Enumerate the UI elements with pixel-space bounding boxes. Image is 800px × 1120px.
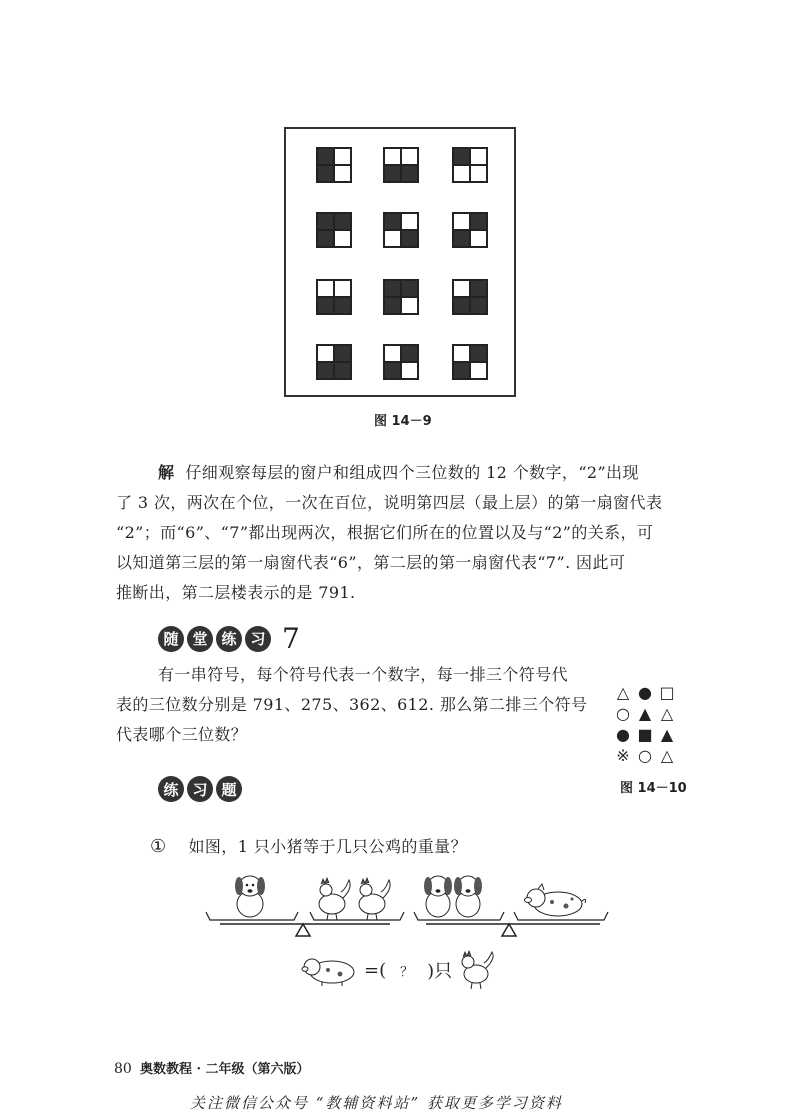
heading-badge: 堂 (187, 626, 213, 652)
heading-badge: 题 (216, 776, 242, 802)
window-pane (453, 280, 470, 297)
practice-number: 7 (282, 622, 300, 655)
symbol: ※ (616, 746, 630, 765)
window-pane (401, 230, 418, 247)
window-pane (384, 280, 401, 297)
symbol: △ (660, 704, 674, 723)
practice-line-1: 有一串符号，每个符号代表一个数字，每一排三个符号代 (158, 665, 569, 684)
window-pane (384, 213, 401, 230)
symbol: ● (638, 683, 652, 702)
window-pane (470, 362, 487, 379)
window-pattern (452, 344, 488, 380)
solution-line-3: “2”；而“6”、“7”都出现两次，根据它们所在的位置以及与“2”的关系，可 (116, 523, 654, 542)
figure-14-9-caption: 图 14－9 (374, 414, 432, 429)
window-pattern (316, 344, 352, 380)
symbol: ▲ (638, 704, 652, 723)
window-pane (453, 165, 470, 182)
window-pane (317, 230, 334, 247)
right-balance-scale (414, 876, 608, 936)
solution-label: 解 (158, 463, 175, 482)
solution-line-5: 推断出，第二层楼表示的是 791. (116, 583, 356, 602)
page-number: 80 (114, 1061, 132, 1077)
window-pattern (316, 147, 352, 183)
heading-badge: 练 (216, 626, 242, 652)
left-balance-scale (206, 876, 404, 936)
window-pane (453, 148, 470, 165)
exercises-heading (158, 776, 242, 802)
window-pane (384, 345, 401, 362)
question-text: 如图，1 只小猪等于几只公鸡的重量？ (188, 837, 467, 856)
window-pane (317, 165, 334, 182)
window-pane (334, 297, 351, 314)
symbol: ● (616, 725, 630, 744)
equation-close: )只 (427, 961, 453, 982)
solution-line-4: 以知道第三层的第一扇窗代表“6”，第二层的第一扇窗代表“7”. 因此可 (116, 553, 626, 572)
window-pattern (383, 147, 419, 183)
rooster-icon (359, 878, 390, 920)
heading-badge: 习 (187, 776, 213, 802)
window-pane (401, 280, 418, 297)
balance-scales-illustration (200, 868, 620, 944)
window-pane (401, 362, 418, 379)
window-pane (384, 362, 401, 379)
page-footer (114, 1058, 310, 1077)
solution-line-1: 解 仔细观察每层的窗户和组成四个三位数的 12 个数字，“2”出现 (158, 463, 639, 482)
window-pane (401, 345, 418, 362)
window-pattern (316, 212, 352, 248)
question-1 (150, 832, 730, 862)
figure-14-10-caption: 图 14－10 (620, 781, 687, 796)
dog-icon (454, 876, 482, 917)
dog-icon (235, 876, 265, 917)
window-pane (334, 165, 351, 182)
window-pane (317, 280, 334, 297)
pig-icon (298, 952, 360, 988)
window-pattern (383, 344, 419, 380)
window-pane (453, 345, 470, 362)
window-pane (401, 213, 418, 230)
window-pane (401, 297, 418, 314)
window-pane (334, 345, 351, 362)
window-pane (334, 213, 351, 230)
window-pane (401, 165, 418, 182)
symbol: □ (659, 683, 675, 702)
window-pattern (452, 147, 488, 183)
window-pane (384, 148, 401, 165)
window-pane (401, 148, 418, 165)
window-pane (384, 165, 401, 182)
rooster-icon (456, 950, 496, 990)
window-pane (334, 148, 351, 165)
window-pane (384, 297, 401, 314)
window-pane (470, 213, 487, 230)
window-pane (453, 213, 470, 230)
window-pane (470, 148, 487, 165)
window-pane (334, 280, 351, 297)
figure-14-9-building (284, 127, 516, 397)
equation-unknown: ？ (400, 964, 414, 980)
window-pane (317, 213, 334, 230)
watermark-text: 关注微信公众号 “教辅资料站” 获取更多学习资料 (190, 1094, 563, 1112)
window-pattern (383, 279, 419, 315)
dog-icon (424, 876, 452, 917)
window-pane (470, 280, 487, 297)
heading-badge: 练 (158, 776, 184, 802)
window-pane (470, 165, 487, 182)
question-number: ① (150, 836, 167, 857)
symbol: ▲ (660, 725, 674, 744)
symbol: △ (616, 683, 630, 702)
pig-icon (525, 884, 586, 916)
window-pane (470, 297, 487, 314)
window-pane (317, 362, 334, 379)
equation-equals: =( (364, 959, 387, 981)
practice-7-heading (158, 622, 300, 655)
heading-badge: 习 (245, 626, 271, 652)
solution-paragraph (116, 458, 696, 608)
window-pane (317, 148, 334, 165)
solution-line-2: 了 3 次，两次在个位，一次在百位，说明第四层（最上层）的第一扇窗代表 (116, 493, 663, 512)
window-pane (334, 230, 351, 247)
symbol: ○ (638, 746, 652, 765)
window-pane (470, 345, 487, 362)
window-pane (453, 297, 470, 314)
symbol-grid (612, 682, 678, 766)
window-pane (334, 362, 351, 379)
window-pattern (383, 212, 419, 248)
window-pane (317, 345, 334, 362)
window-pattern (452, 279, 488, 315)
window-pane (317, 297, 334, 314)
symbol: ■ (637, 725, 653, 744)
pig-rooster-equation (298, 950, 496, 990)
heading-badge: 随 (158, 626, 184, 652)
practice-line-2: 表的三位数分别是 791、275、362、612. 那么第二排三个符号 (116, 695, 588, 714)
window-pane (384, 230, 401, 247)
practice-7-text (116, 660, 596, 750)
window-pane (453, 362, 470, 379)
rooster-icon (319, 878, 350, 920)
book-title: 奥数教程 · 二年级（第六版） (139, 1062, 310, 1077)
symbol: ○ (616, 704, 630, 723)
window-pattern (452, 212, 488, 248)
symbol: △ (660, 746, 674, 765)
window-pane (470, 230, 487, 247)
window-pattern (316, 279, 352, 315)
window-pane (453, 230, 470, 247)
practice-line-3: 代表哪个三位数？ (116, 725, 248, 744)
